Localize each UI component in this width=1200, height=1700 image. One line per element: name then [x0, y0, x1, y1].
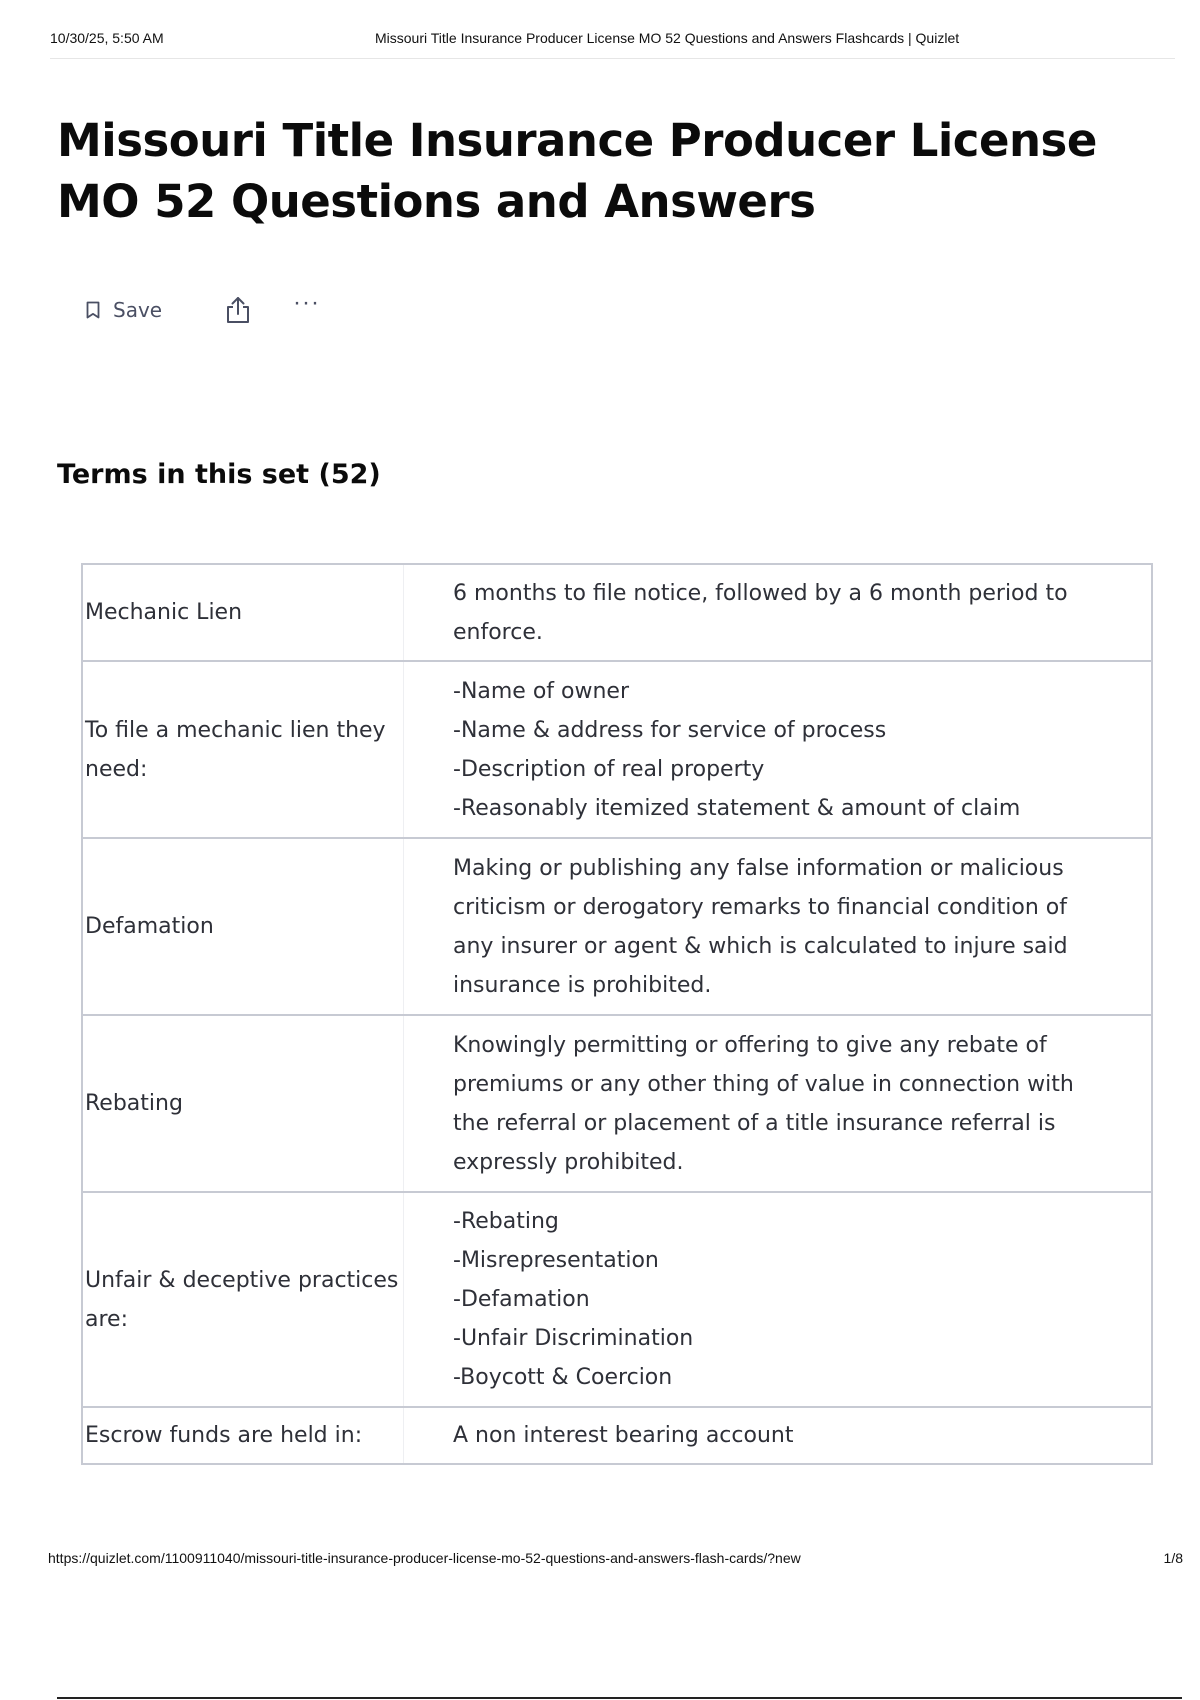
- table-row: [82, 661, 1152, 838]
- definition-line: -Name & address for service of process: [453, 717, 887, 743]
- definition-line: -Rebating: [453, 1209, 559, 1234]
- table-row: [82, 1015, 1152, 1192]
- page-number: 1/8: [1163, 1550, 1183, 1566]
- definition-cell: [404, 1192, 1153, 1407]
- definition-line: -Reasonably itemized statement & amount of claim: [453, 795, 1021, 821]
- print-header: [50, 30, 1175, 59]
- page-divider: [57, 1697, 1182, 1699]
- term-text: Defamation: [85, 914, 214, 939]
- more-dots-icon: ···: [293, 289, 320, 316]
- print-timestamp: 10/30/25, 5:50 AM: [50, 30, 164, 46]
- table-row: [82, 1192, 1152, 1407]
- table-row: [82, 564, 1152, 661]
- term-cell: [82, 564, 404, 661]
- print-document-title: Missouri Title Insurance Producer License MO 52 Questions and Answers Flashcards | Quizlet: [375, 30, 960, 46]
- definition-line: -Defamation: [453, 1287, 590, 1312]
- definition-cell: [404, 838, 1153, 1015]
- page-title: Missouri Title Insurance Producer License MO 52 Questions and Answers: [57, 114, 1097, 228]
- definition-line: -Name of owner: [453, 678, 630, 704]
- share-icon: [224, 295, 252, 325]
- term-text: Escrow funds are held in:: [85, 1422, 363, 1448]
- definition-text: 6 months to file notice, followed by a 6 month period to enforce.: [453, 580, 1068, 645]
- term-text: Unfair & deceptive practices are:: [85, 1267, 399, 1332]
- term-text: Mechanic Lien: [85, 600, 243, 625]
- term-cell: [82, 838, 404, 1015]
- definition-text: A non interest bearing account: [453, 1422, 794, 1448]
- definition-cell: [404, 1015, 1153, 1192]
- table-row: [82, 1407, 1152, 1464]
- definition-line: -Description of real property: [453, 756, 765, 782]
- definition-cell: [404, 564, 1153, 661]
- term-cell: [82, 661, 404, 838]
- terms-table: [81, 563, 1153, 1465]
- definition-line: -Misrepresentation: [453, 1248, 659, 1273]
- definition-line: -Boycott & Coercion: [453, 1365, 673, 1390]
- share-button[interactable]: [224, 295, 252, 325]
- term-text: To file a mechanic lien they need:: [85, 717, 386, 782]
- bookmark-icon: [85, 300, 101, 320]
- term-text: Rebating: [85, 1091, 183, 1116]
- save-button-label: Save: [113, 298, 163, 322]
- terms-section-title: Terms in this set (52): [57, 459, 381, 490]
- definition-line: -Unfair Discrimination: [453, 1326, 694, 1351]
- term-cell: [82, 1407, 404, 1464]
- definition-text: Knowingly permitting or offering to give any rebate of premiums or any other thing of value in connection with the referral or placement of a title insurance referral is expressly prohibited.: [453, 1032, 1074, 1175]
- save-button[interactable]: [85, 298, 162, 322]
- definition-cell: [404, 1407, 1153, 1464]
- table-row: [82, 838, 1152, 1015]
- more-options-button[interactable]: [293, 289, 320, 317]
- definition-cell: [404, 661, 1153, 838]
- term-cell: [82, 1192, 404, 1407]
- term-cell: [82, 1015, 404, 1192]
- definition-text: Making or publishing any false information or malicious criticism or derogatory remarks to financial condition of any insurer or agent & which is calculated to injure said insurance is prohibited.: [453, 855, 1068, 998]
- print-url: https://quizlet.com/1100911040/missouri-title-insurance-producer-license-mo-52-questions-and-answers-flash-cards/?new: [48, 1550, 801, 1566]
